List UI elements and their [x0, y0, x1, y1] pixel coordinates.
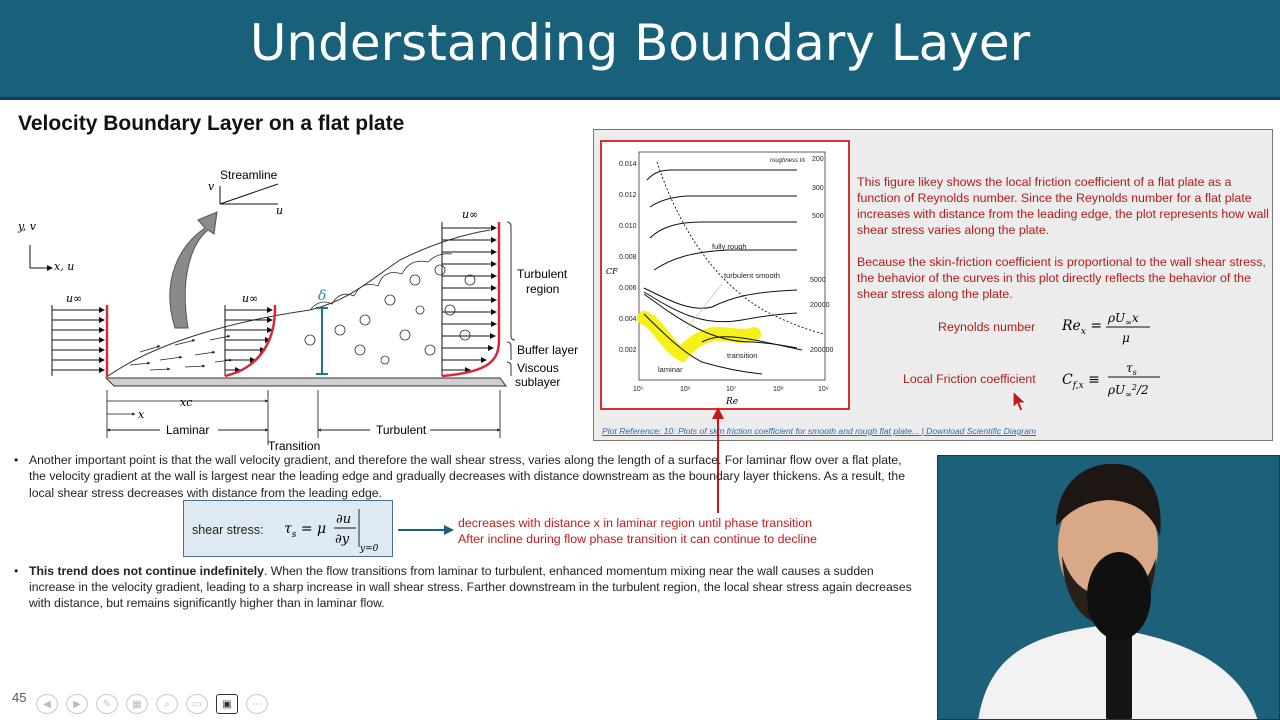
- bullet-text-1: Another important point is that the wall velocity gradient, and therefore the wall shear stress, varies along the length of a surface. For laminar flow over a flat plate, the velocity gradient at the wall is largest near the leading edge and gradually decreases with distance downstream as the boundary layer thickens. As a result, the local shear stress decreases with distance from the leading edge.: [29, 453, 905, 500]
- x-dimension-label: x: [138, 408, 145, 421]
- svg-text:∂y: ∂y: [335, 532, 350, 547]
- slides-grid-icon[interactable]: ▦: [126, 694, 148, 714]
- explanation-paragraph-2: Because the skin-friction coefficient is proportional to the wall shear stress, the behavior of the curves in this plot directly reflects the behavior of the shear stress along the plate.: [857, 255, 1266, 301]
- section-heading: Velocity Boundary Layer on a flat plate: [18, 112, 405, 135]
- bullet-dot: •: [14, 453, 19, 467]
- title-bar: [0, 0, 1280, 100]
- inset-v-label: v: [208, 180, 215, 193]
- inset-u-label: u: [276, 204, 284, 217]
- friction-coefficient-label: Local Friction coefficient: [903, 372, 1036, 386]
- axis-xu-label: x, u: [54, 260, 75, 273]
- svg-text:y=0: y=0: [360, 544, 379, 554]
- bullet-text-2: . When the flow transitions from laminar to turbulent, enhanced momentum mixing near the wall causes a sudden increase in the velocity gradient, leading to a sharp increase in wall shear stress. Farther downstream in the turbulent region, the local shear stress again decreases with distance, but remains significantly higher than in laminar flow.: [29, 563, 912, 611]
- y-tick: 0.008: [619, 254, 637, 261]
- turbulent-smooth-label: turbulent smooth: [724, 271, 780, 280]
- svg-text:τs: $\tau_s$: [1126, 361, 1137, 377]
- bullet-dot: •: [14, 563, 19, 578]
- bullet-item: [14, 452, 914, 501]
- y-tick: 0.014: [619, 161, 637, 168]
- x-tick: 10⁷: [726, 386, 737, 393]
- laminar-highlight: [644, 318, 754, 354]
- y-tick: 0.010: [619, 223, 637, 230]
- camera-icon[interactable]: ▣: [216, 694, 238, 714]
- laminar-streamlines: [130, 336, 232, 370]
- explanation-paragraph-1: This figure likey shows the local friction coefficient of a flat plate as a function of Reynolds number. Since the Reynolds number for a flat plate increases with distance from the leading edge, the plot represents how wall shear stress varies along the plate.: [857, 175, 1269, 237]
- pen-icon[interactable]: ✎: [96, 694, 118, 714]
- u-inf-label-1: u∞: [66, 292, 83, 305]
- u-inf-label-3: u∞: [462, 208, 479, 221]
- shear-stress-label: shear stress:: [192, 523, 264, 537]
- curve-label-300: 300: [812, 185, 824, 192]
- zoom-icon[interactable]: ⌕: [156, 694, 178, 714]
- laminar-region-label: Laminar: [166, 423, 210, 437]
- x-tick: 10⁶: [680, 386, 691, 393]
- y-tick: 0.002: [619, 347, 637, 354]
- u-inf-label-2: u∞: [242, 292, 259, 305]
- flat-plate: [106, 378, 506, 386]
- curve-label-5000: 5000: [810, 277, 826, 284]
- xc-dimension-label: xc: [180, 396, 193, 409]
- y-tick: 0.006: [619, 285, 637, 292]
- boundary-thickness-marker: [316, 288, 328, 374]
- previous-slide-icon[interactable]: ◀: [36, 694, 58, 714]
- curve-label-200: 200: [812, 156, 824, 163]
- streamline-inset: [208, 168, 283, 217]
- fully-rough-label: fully rough: [712, 242, 747, 251]
- x-tick: 10⁹: [818, 386, 829, 393]
- svg-text:ρU∞x: $\rho U_\infty x$: [1108, 311, 1139, 327]
- next-slide-icon[interactable]: ▶: [66, 694, 88, 714]
- viscous-sublayer-label-2: sublayer: [515, 375, 561, 389]
- skin-friction-plot: [600, 140, 850, 410]
- y-axis-label: CF: [606, 267, 618, 276]
- laminar-curve-label: laminar: [658, 365, 683, 374]
- shear-note-1: decreases with distance x in laminar region until phase transition: [458, 516, 813, 530]
- flow-direction-arrow: [170, 212, 217, 328]
- shear-notes: [458, 515, 817, 547]
- shear-stress-box: [183, 500, 393, 557]
- friction-coefficient-formula: [1060, 356, 1170, 400]
- x-tick: 10⁸: [773, 386, 784, 393]
- presentation-toolbar: [36, 694, 268, 716]
- turbulent-eddies: [305, 254, 475, 364]
- transition-region-label: Transition: [268, 439, 321, 453]
- slide-title: Understanding Boundary Layer: [249, 14, 1031, 72]
- y-tick: 0.004: [619, 316, 637, 323]
- axis-yv-label: y, v: [18, 220, 36, 233]
- slide-number: 45: [12, 690, 27, 705]
- y-tick: 0.012: [619, 192, 637, 199]
- more-options-icon[interactable]: ⋯: [246, 694, 268, 714]
- webcam-feed: [937, 455, 1280, 720]
- transition-curve-label: transition: [727, 351, 758, 360]
- svg-text:Cf,x ≡: $C_{f,x}$ ≡: [1062, 372, 1100, 391]
- coordinate-axes: [17, 220, 74, 273]
- bullet-bold-text: This trend does not continue indefinitely: [29, 563, 264, 578]
- velocity-profile-laminar: [225, 292, 275, 376]
- skin-friction-chart: [602, 142, 848, 408]
- boundary-layer-diagram: [10, 160, 590, 455]
- reynolds-number-label: Reynolds number: [938, 320, 1036, 334]
- region-braces: [507, 222, 515, 376]
- curve-label-200000: 200000: [810, 347, 834, 354]
- shear-stress-formula: [280, 505, 392, 555]
- svg-text:τs = μ: $\tau_s = \mu$: [284, 521, 327, 540]
- turbulent-region-label-2: region: [526, 282, 560, 296]
- svg-text:∂u: ∂u: [336, 512, 352, 527]
- x-tick: 10⁵: [633, 386, 644, 393]
- svg-text:Rex =: $Re_x$ =: [1062, 318, 1103, 337]
- viscous-sublayer-label-1: Viscous: [517, 361, 559, 375]
- reynolds-formula: [1060, 306, 1160, 348]
- svg-text:ρU∞2/2: $\rho U_\infty^2/2$: [1108, 383, 1149, 399]
- mouse-cursor-icon: [1012, 390, 1028, 412]
- shear-note-2: After incline during flow phase transition it can continue to decline: [458, 532, 817, 546]
- buffer-layer-label: Buffer layer: [517, 343, 579, 357]
- x-axis-label: Re: [726, 397, 739, 407]
- turbulent-region-label-1: Turbulent: [517, 267, 568, 281]
- shear-arrow: [396, 523, 456, 537]
- explanation-panel: [593, 129, 1273, 441]
- delta-label: δ: [318, 288, 327, 304]
- svg-text:μ: μ: [1122, 331, 1130, 345]
- explanation-text: [857, 174, 1272, 302]
- streamline-label: Streamline: [220, 168, 278, 182]
- bullet-item: [14, 563, 914, 612]
- plot-reference-link[interactable]: Plot Reference: 10: Plots of skin friction coefficient for smooth and rough flat plate... | Download Scientific Diagram: [602, 426, 1037, 436]
- roughness-label: roughness l/ε: [770, 158, 806, 164]
- subtitles-icon[interactable]: ▭: [186, 694, 208, 714]
- curve-label-500: 500: [812, 213, 824, 220]
- velocity-profile-turbulent: [442, 208, 499, 376]
- velocity-profile-inlet: [52, 292, 107, 377]
- turbulent-label: Turbulent: [376, 423, 427, 437]
- curve-label-20000: 20000: [810, 302, 830, 309]
- presenter-video: [938, 456, 1280, 720]
